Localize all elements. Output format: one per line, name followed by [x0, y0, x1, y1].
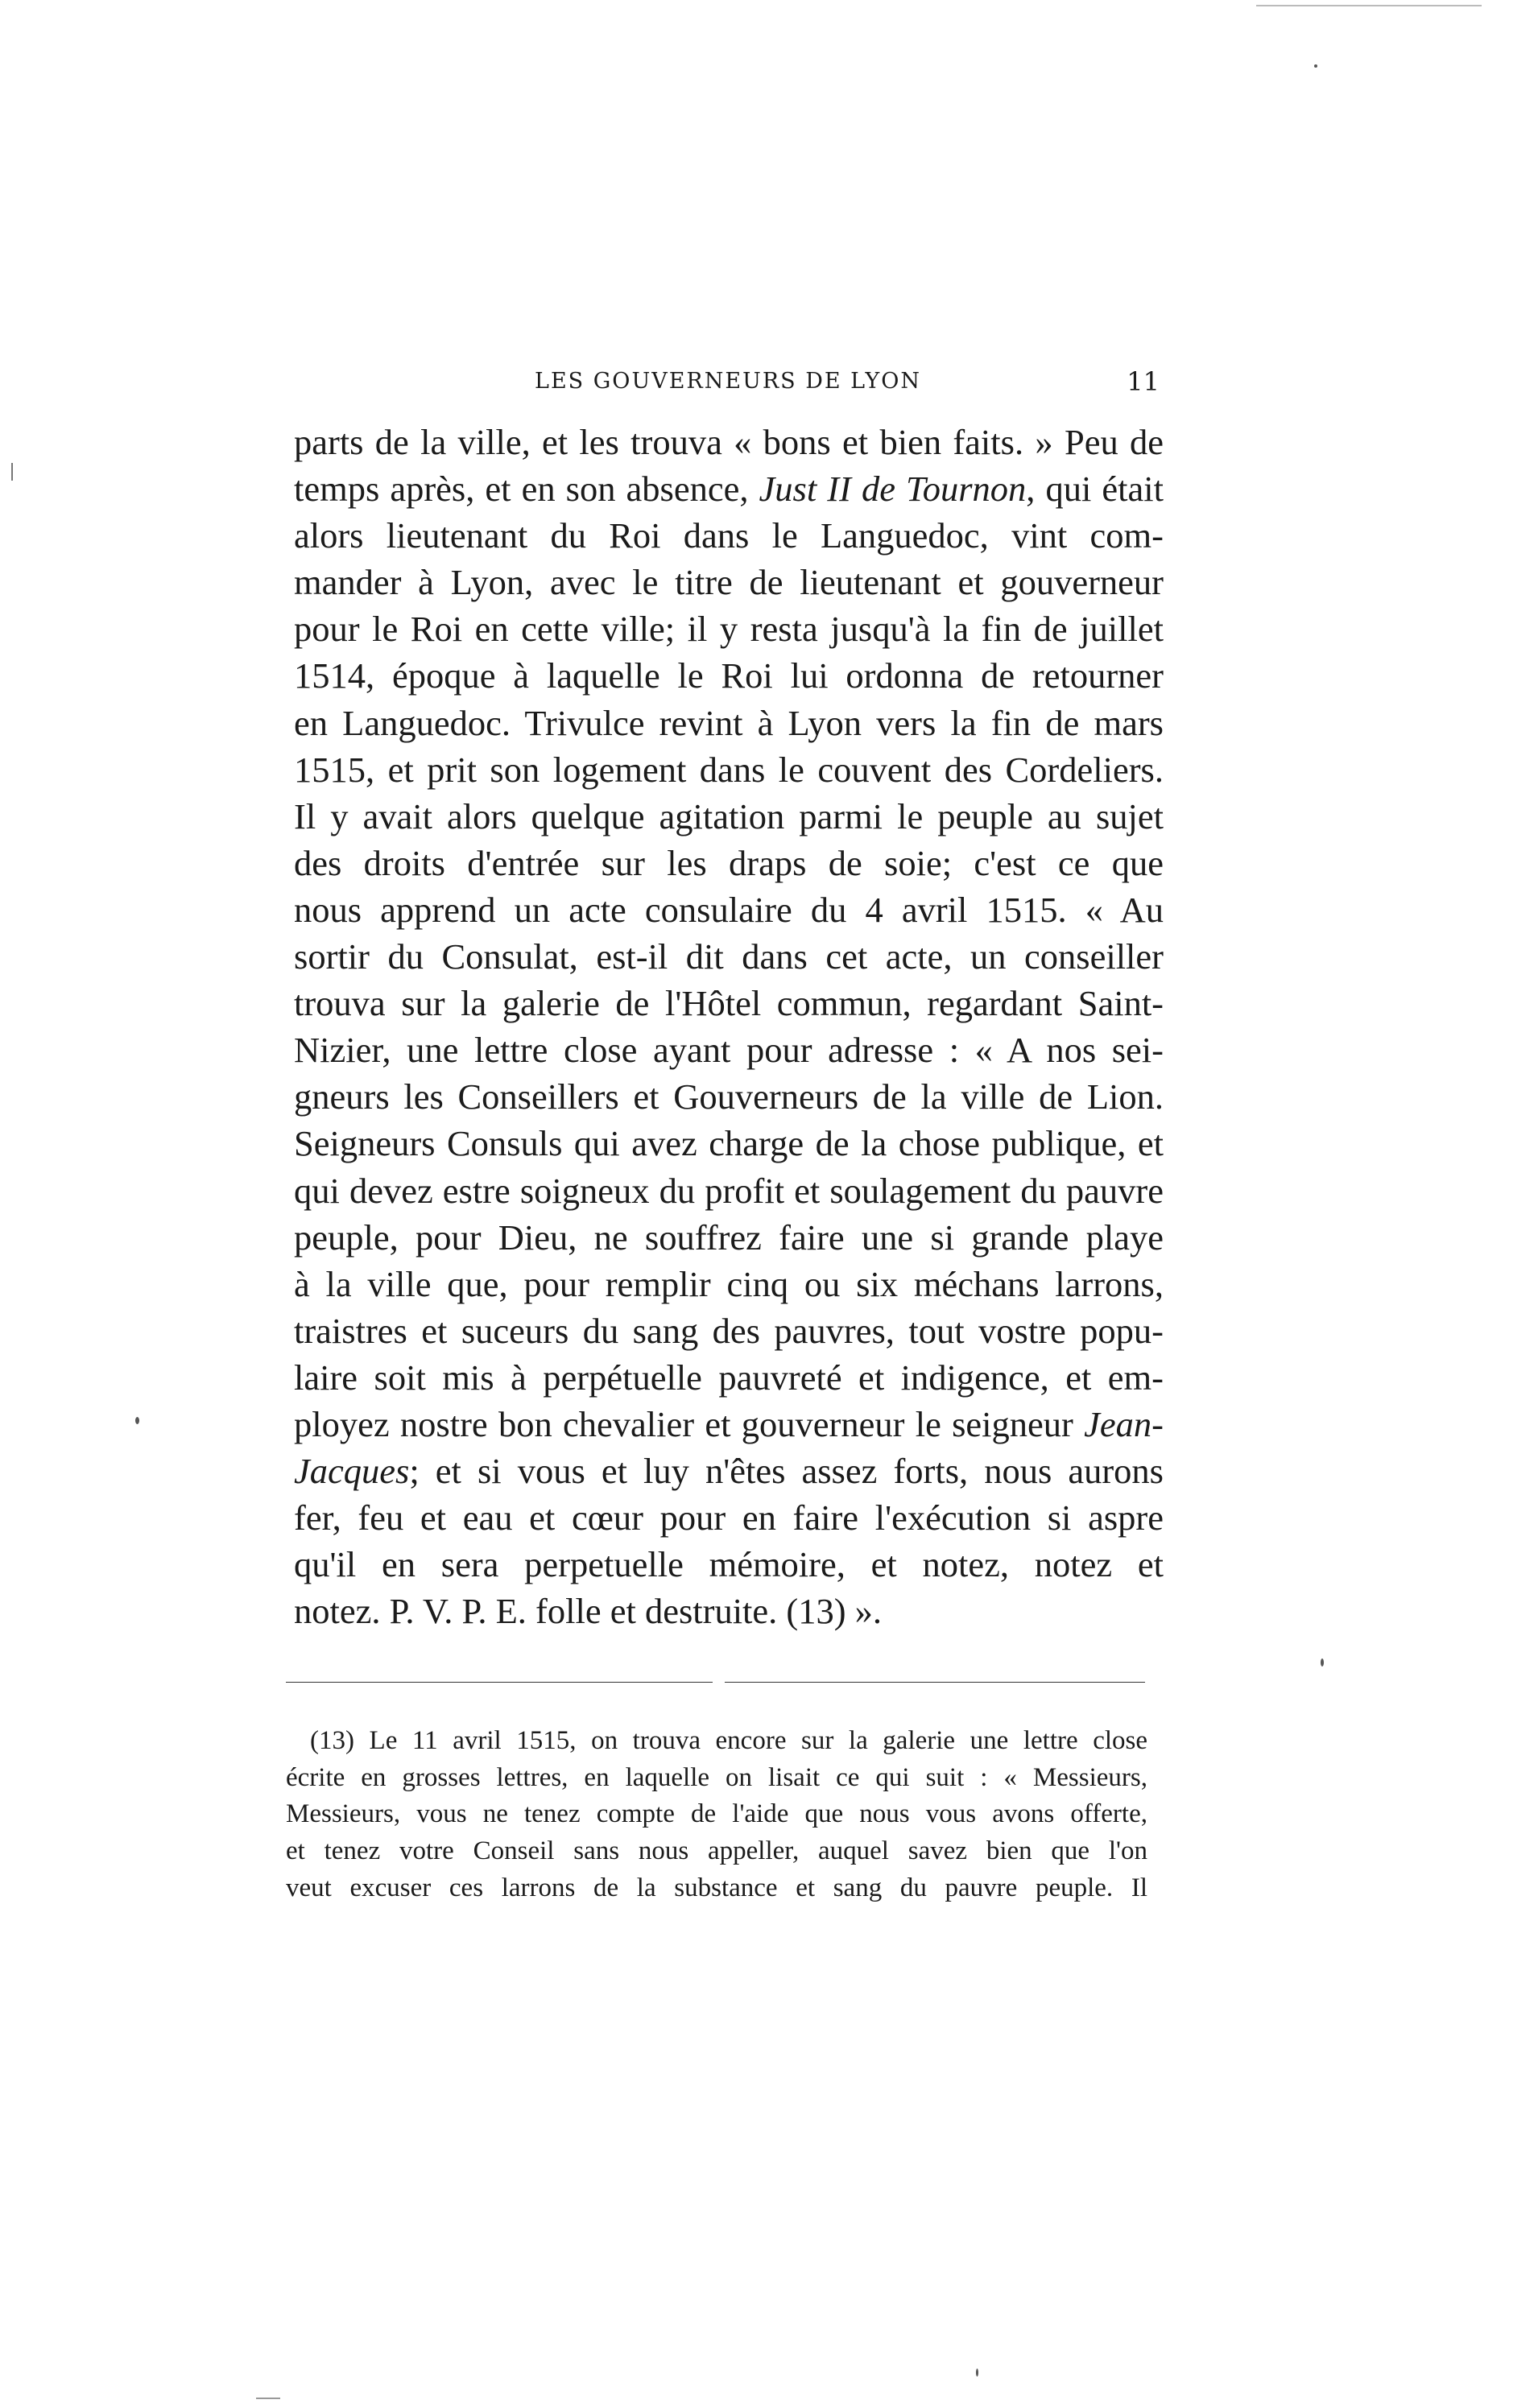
scan-mark: [256, 2398, 280, 2399]
text-run: Il y avait alors quelque agitation parmi le peuple au sujet: [294, 795, 1164, 836]
body-line: [294, 559, 1164, 605]
body-line: [294, 465, 1164, 512]
body-line: [294, 1026, 1164, 1073]
text-run: des droits d'entrée sur les draps de soie; c'est ce que: [294, 842, 1164, 883]
scan-mark: [11, 463, 13, 481]
body-line: [294, 1448, 1164, 1494]
scan-mark: [1256, 5, 1482, 6]
text-run: 1514, époque à laquelle le Roi lui ordonna de retourner: [294, 655, 1164, 696]
body-line: [294, 933, 1164, 980]
text-run: trouva sur la galerie de l'Hôtel commun, regardant Saint-: [294, 983, 1164, 1024]
body-line: [294, 419, 1164, 465]
scan-speck: [976, 2369, 978, 2377]
body-line: [294, 1307, 1164, 1354]
text-run: peuple, pour Dieu, ne souffrez faire une si grande playe: [294, 1216, 1164, 1258]
body-text: [294, 419, 1164, 1634]
text-run: Seigneurs Consuls qui avez charge de la chose publique, et: [294, 1123, 1164, 1164]
footnote-line: Messieurs, vous ne tenez compte de l'aide que nous vous avons offerte,: [286, 1799, 1147, 1829]
text-run: pour le Roi en cette ville; il y resta jusqu'à la fin de juillet: [294, 609, 1164, 650]
body-line: [294, 1541, 1164, 1588]
page-header: [296, 364, 1160, 399]
footnote-line: veut excuser ces larrons de la substance et sang du pauvre peuple. Il: [286, 1873, 1147, 1902]
body-line: [294, 1354, 1164, 1401]
footnote-separator-right: [725, 1682, 1145, 1683]
text-run: notez. P. V. P. E. folle et destruite. (13) ».: [294, 1591, 883, 1632]
body-line: [294, 700, 1164, 746]
text-run: ; et si vous et luy n'êtes assez forts, nous aurons: [409, 1451, 1164, 1492]
footnote-separator-left: [286, 1682, 713, 1683]
body-line: [294, 1167, 1164, 1214]
footnote-line: (13) Le 11 avril 1515, on trouva encore sur la galerie une lettre close: [310, 1726, 1147, 1755]
text-run: en Languedoc. Trivulce revint à Lyon vers la fin de mars: [294, 702, 1164, 743]
body-line: [294, 746, 1164, 793]
body-line: [294, 512, 1164, 559]
text-run: laire soit mis à perpétuelle pauvreté et indigence, et em-: [294, 1357, 1164, 1398]
body-line: [294, 1214, 1164, 1261]
scan-speck: [1321, 1658, 1324, 1667]
body-line: [294, 793, 1164, 840]
text-run: traistres et suceurs du sang des pauvres, tout vostre popu-: [294, 1310, 1164, 1351]
text-run: alors lieutenant du Roi dans le Languedoc, vint com-: [294, 515, 1164, 556]
page-number: 11: [1127, 366, 1160, 397]
text-run: ployez nostre bon chevalier et gouverneur le seigneur: [294, 1403, 1085, 1444]
body-line: [294, 652, 1164, 699]
body-line: [294, 605, 1164, 652]
body-line: [294, 980, 1164, 1026]
text-run: gneurs les Conseillers et Gouverneurs de la ville de Lion.: [294, 1076, 1164, 1117]
footnote-line: et tenez votre Conseil sans nous appeller, auquel savez bien que l'on: [286, 1836, 1147, 1866]
body-line: [294, 886, 1164, 933]
body-line: [294, 1073, 1164, 1120]
text-run: 1515, et prit son logement dans le couvent des Cordeliers.: [294, 749, 1164, 790]
text-run: temps après, et en son absence,: [294, 469, 759, 510]
italic-run: Just II de Tournon: [759, 469, 1027, 510]
body-line: [294, 1261, 1164, 1307]
running-title: LES GOUVERNEURS DE LYON: [535, 369, 921, 394]
body-line: [294, 840, 1164, 886]
text-run: , qui était: [1026, 469, 1164, 510]
footnote-line: écrite en grosses lettres, en laquelle on lisait ce qui suit : « Messieurs,: [286, 1762, 1147, 1792]
text-run: à la ville que, pour remplir cinq ou six méchans larrons,: [294, 1263, 1164, 1304]
italic-run: Jean-: [1084, 1403, 1164, 1444]
text-run: qu'il en sera perpetuelle mémoire, et notez, notez et: [294, 1544, 1164, 1585]
text-run: sortir du Consulat, est-il dit dans cet acte, un conseiller: [294, 936, 1164, 977]
italic-run: Jacques: [294, 1451, 410, 1492]
body-line: [294, 1494, 1164, 1541]
footnote: [286, 1723, 1147, 1906]
text-run: nous apprend un acte consulaire du 4 avril 1515. « Au: [294, 889, 1164, 930]
scan-speck: [135, 1417, 139, 1424]
text-run: qui devez estre soigneux du profit et soulagement du pauvre: [294, 1170, 1164, 1211]
body-line: [294, 1401, 1164, 1448]
body-line: [294, 1588, 1164, 1634]
text-run: fer, feu et eau et cœur pour en faire l'exécution si aspre: [294, 1497, 1164, 1539]
scan-speck: [1314, 64, 1317, 68]
text-run: parts de la ville, et les trouva « bons et bien faits. » Peu de: [294, 422, 1164, 462]
text-run: mander à Lyon, avec le titre de lieutenant et gouverneur: [294, 562, 1164, 603]
text-run: Nizier, une lettre close ayant pour adresse : « A nos sei-: [294, 1030, 1164, 1071]
body-line: [294, 1120, 1164, 1167]
